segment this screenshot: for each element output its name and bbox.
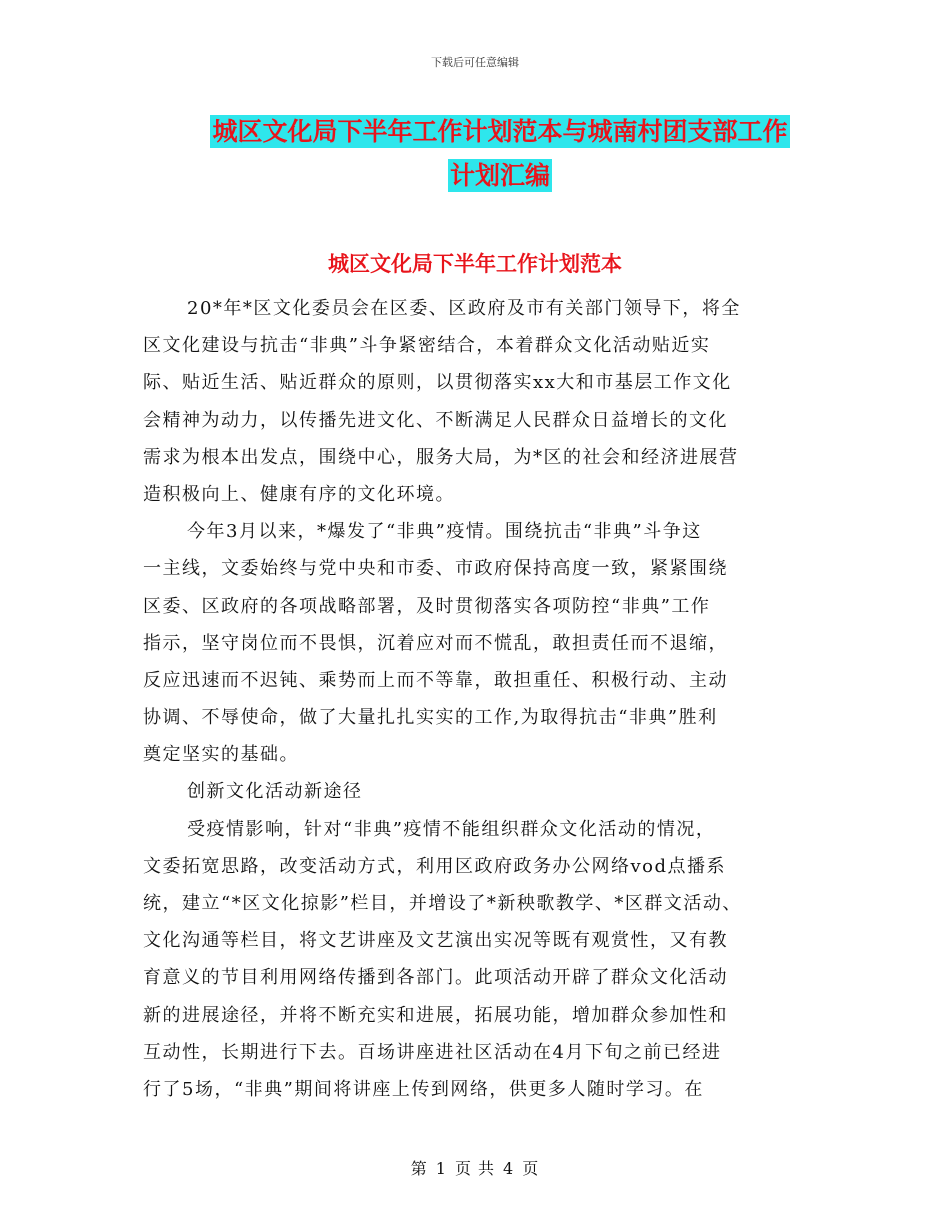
- body-line: 受疫情影响，针对“非典”疫情不能组织群众文化活动的情况，: [187, 818, 716, 840]
- body-line: 际、贴近生活、贴近群众的原则，以贯彻落实xx大和市基层工作文化: [143, 372, 732, 394]
- body-line: 互动性，长期进行下去。百场讲座进社区活动在4月下旬之前已经进: [143, 1041, 722, 1063]
- body-line: 行了5场，“非典”期间将讲座上传到网络，供更多人随时学习。在: [143, 1078, 704, 1100]
- body-line: 反应迅速而不迟钝、乘势而上而不等靠，敢担重任、积极行动、主动: [143, 669, 728, 691]
- document-body: [143, 290, 813, 1108]
- current-page-number: 1: [435, 1159, 447, 1178]
- body-line: 会精神为动力，以传播先进文化、不断满足人民群众日益增长的文化: [143, 409, 728, 431]
- section-title: 城区文化局下半年工作计划范本: [328, 252, 622, 276]
- body-line: 创新文化活动新途径: [187, 781, 363, 803]
- page-label-suffix: 页: [522, 1159, 540, 1178]
- body-line: 文化沟通等栏目，将文艺讲座及文艺演出实况等既有观赏性，又有教: [143, 930, 728, 952]
- body-line: 新的进展途径，并将不断充实和进展，拓展功能，增加群众参加性和: [143, 1004, 728, 1026]
- body-line: 统，建立“*区文化掠影”栏目，并增设了*新秧歌教学、*区群文活动、: [143, 893, 742, 914]
- total-page-count: 4: [503, 1159, 515, 1178]
- body-line: 协调、不辱使命，做了大量扎扎实实的工作,为取得抗击“非典”胜利: [143, 707, 718, 729]
- document-title-line1: 城区文化局下半年工作计划范本与城南村团支部工作: [212, 117, 788, 146]
- body-line: 育意义的节目利用网络传播到各部门。此项活动开辟了群众文化活动: [143, 967, 728, 989]
- body-line: 区委、区政府的各项战略部署，及时贯彻落实各项防控“非典”工作: [143, 595, 711, 617]
- body-line: 区文化建设与抗击“非典”斗争紧密结合，本着群众文化活动贴近实: [143, 335, 711, 357]
- page-footer: [0, 1156, 950, 1179]
- document-title-line2: 计划汇编: [449, 161, 550, 190]
- body-line: 奠定坚实的基础。: [143, 744, 299, 766]
- body-line: 文委拓宽思路，改变活动方式，利用区政府政务办公网络vod点播系: [143, 855, 727, 877]
- body-line: 指示，坚守岗位而不畏惧，沉着应对而不慌乱，敢担责任而不退缩，: [143, 632, 728, 654]
- body-line: 今年3月以来，*爆发了“非典”疫情。围绕抗击“非典”斗争这: [187, 521, 702, 543]
- page-label-prefix: 第: [410, 1159, 428, 1178]
- body-line: 需求为根本出发点，围绕中心，服务大局，为*区的社会和经济进展营: [143, 446, 739, 468]
- page-label-mid: 页 共: [454, 1159, 496, 1178]
- body-line: 一主线，文委始终与党中央和市委、市政府保持高度一致，紧紧围绕: [143, 558, 728, 580]
- document-title: [130, 110, 870, 198]
- body-line: 20*年*区文化委员会在区委、区政府及市有关部门领导下，将全: [187, 298, 741, 319]
- body-line: 造积极向上、健康有序的文化环境。: [143, 483, 455, 505]
- header-note: 下载后可任意编辑: [431, 56, 519, 69]
